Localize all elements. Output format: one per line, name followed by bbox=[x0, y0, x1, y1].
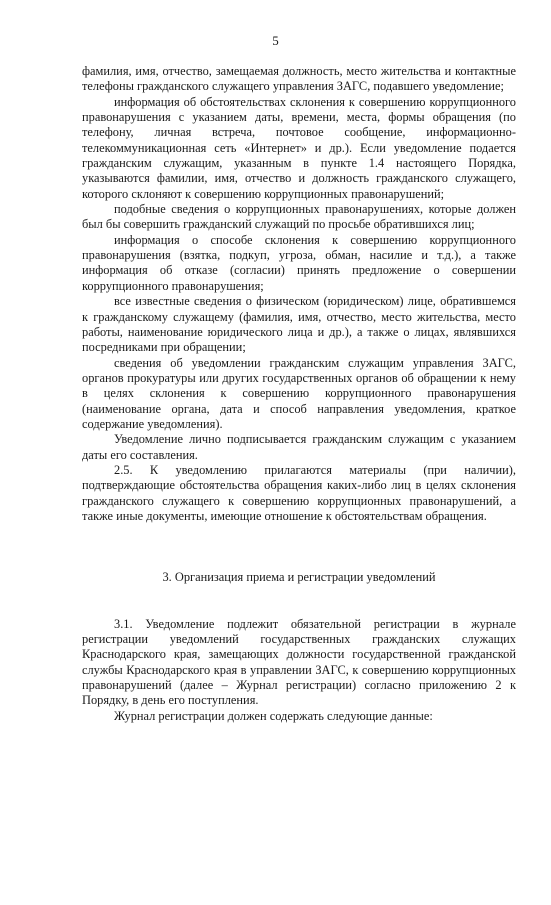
document-body bbox=[82, 64, 516, 724]
paragraph-journal-requirements: Журнал регистрации должен содержать следующие данные: bbox=[114, 708, 433, 723]
paragraph-circumstances-info: информация об обстоятельствах склонения к совершению коррупционного правонарушения с указанием даты, времени, места, формы обращения (по телефону, личная встреча, почтовое сообщение, информационно-телекоммуникационная сеть «Интернет» и др.). Если уведомление подается гражданским служащим, указанным в пункте 1.4 настоящего Порядка, указываются фамилии, имя, отчество и должность гражданского служащего, которого склоняют к совершению коррупционных правонарушений; bbox=[82, 94, 516, 201]
section-heading: 3. Организация приема и регистрации уведомлений bbox=[162, 570, 436, 585]
section-spacer-bottom bbox=[82, 586, 516, 617]
paragraph-notification-details: сведения об уведомлении гражданским служащим управления ЗАГС, органов прокуратуры или других государственных органов об обращении к нему в целях склонения к совершению коррупционного правонарушения (наименование органа, дата и способ направления уведомления, краткое содержание уведомления). bbox=[82, 355, 516, 431]
paragraph-person-details: все известные сведения о физическом (юридическом) лице, обратившемся к гражданскому служащему (фамилия, имя, отчество, место жительства, место работы, наименование юридического лица и др.), а также о лицах, являвшихся посредниками при обращении; bbox=[82, 294, 516, 355]
paragraph-clause-3-1: 3.1. Уведомление подлежит обязательной регистрации в журнале регистрации уведомлений государственных гражданских служащих Краснодарского края, замещающих должности государственной гражданской службы Краснодарского края в управлении ЗАГС, к совершению коррупционных правонарушений (далее – Журнал регистрации) согласно приложению 2 к Порядку, в день его поступления. bbox=[82, 616, 516, 708]
paragraph-corruption-offense-details: подобные сведения о коррупционных правонарушениях, которые должен был бы совершить гражданский служащий по просьбе обратившихся лиц; bbox=[82, 202, 516, 232]
paragraph-signature-note: Уведомление лично подписывается гражданским служащим с указанием даты его составления. bbox=[82, 432, 516, 462]
paragraph-clause-2-5: 2.5. К уведомлению прилагаются материалы (при наличии), подтверждающие обстоятельства обращения каких-либо лиц в целях склонения гражданского служащего к совершению коррупционных правонарушений, а также иные документы, имеющие отношение к обстоятельствам обращения. bbox=[82, 462, 516, 523]
paragraph-applicant-details: фамилия, имя, отчество, замещаемая должность, место жительства и контактные телефоны гражданского служащего управления ЗАГС, подавшего уведомление; bbox=[82, 64, 516, 94]
section-spacer-top bbox=[82, 524, 516, 570]
paragraph-inducement-method: информация о способе склонения к совершению коррупционного правонарушения (взятка, подкуп, угроза, обман, насилие и т.д.), а также информация об отказе (согласии) принять предложение о совершении коррупционного правонарушения; bbox=[82, 232, 516, 293]
page-number: 5 bbox=[272, 33, 279, 48]
